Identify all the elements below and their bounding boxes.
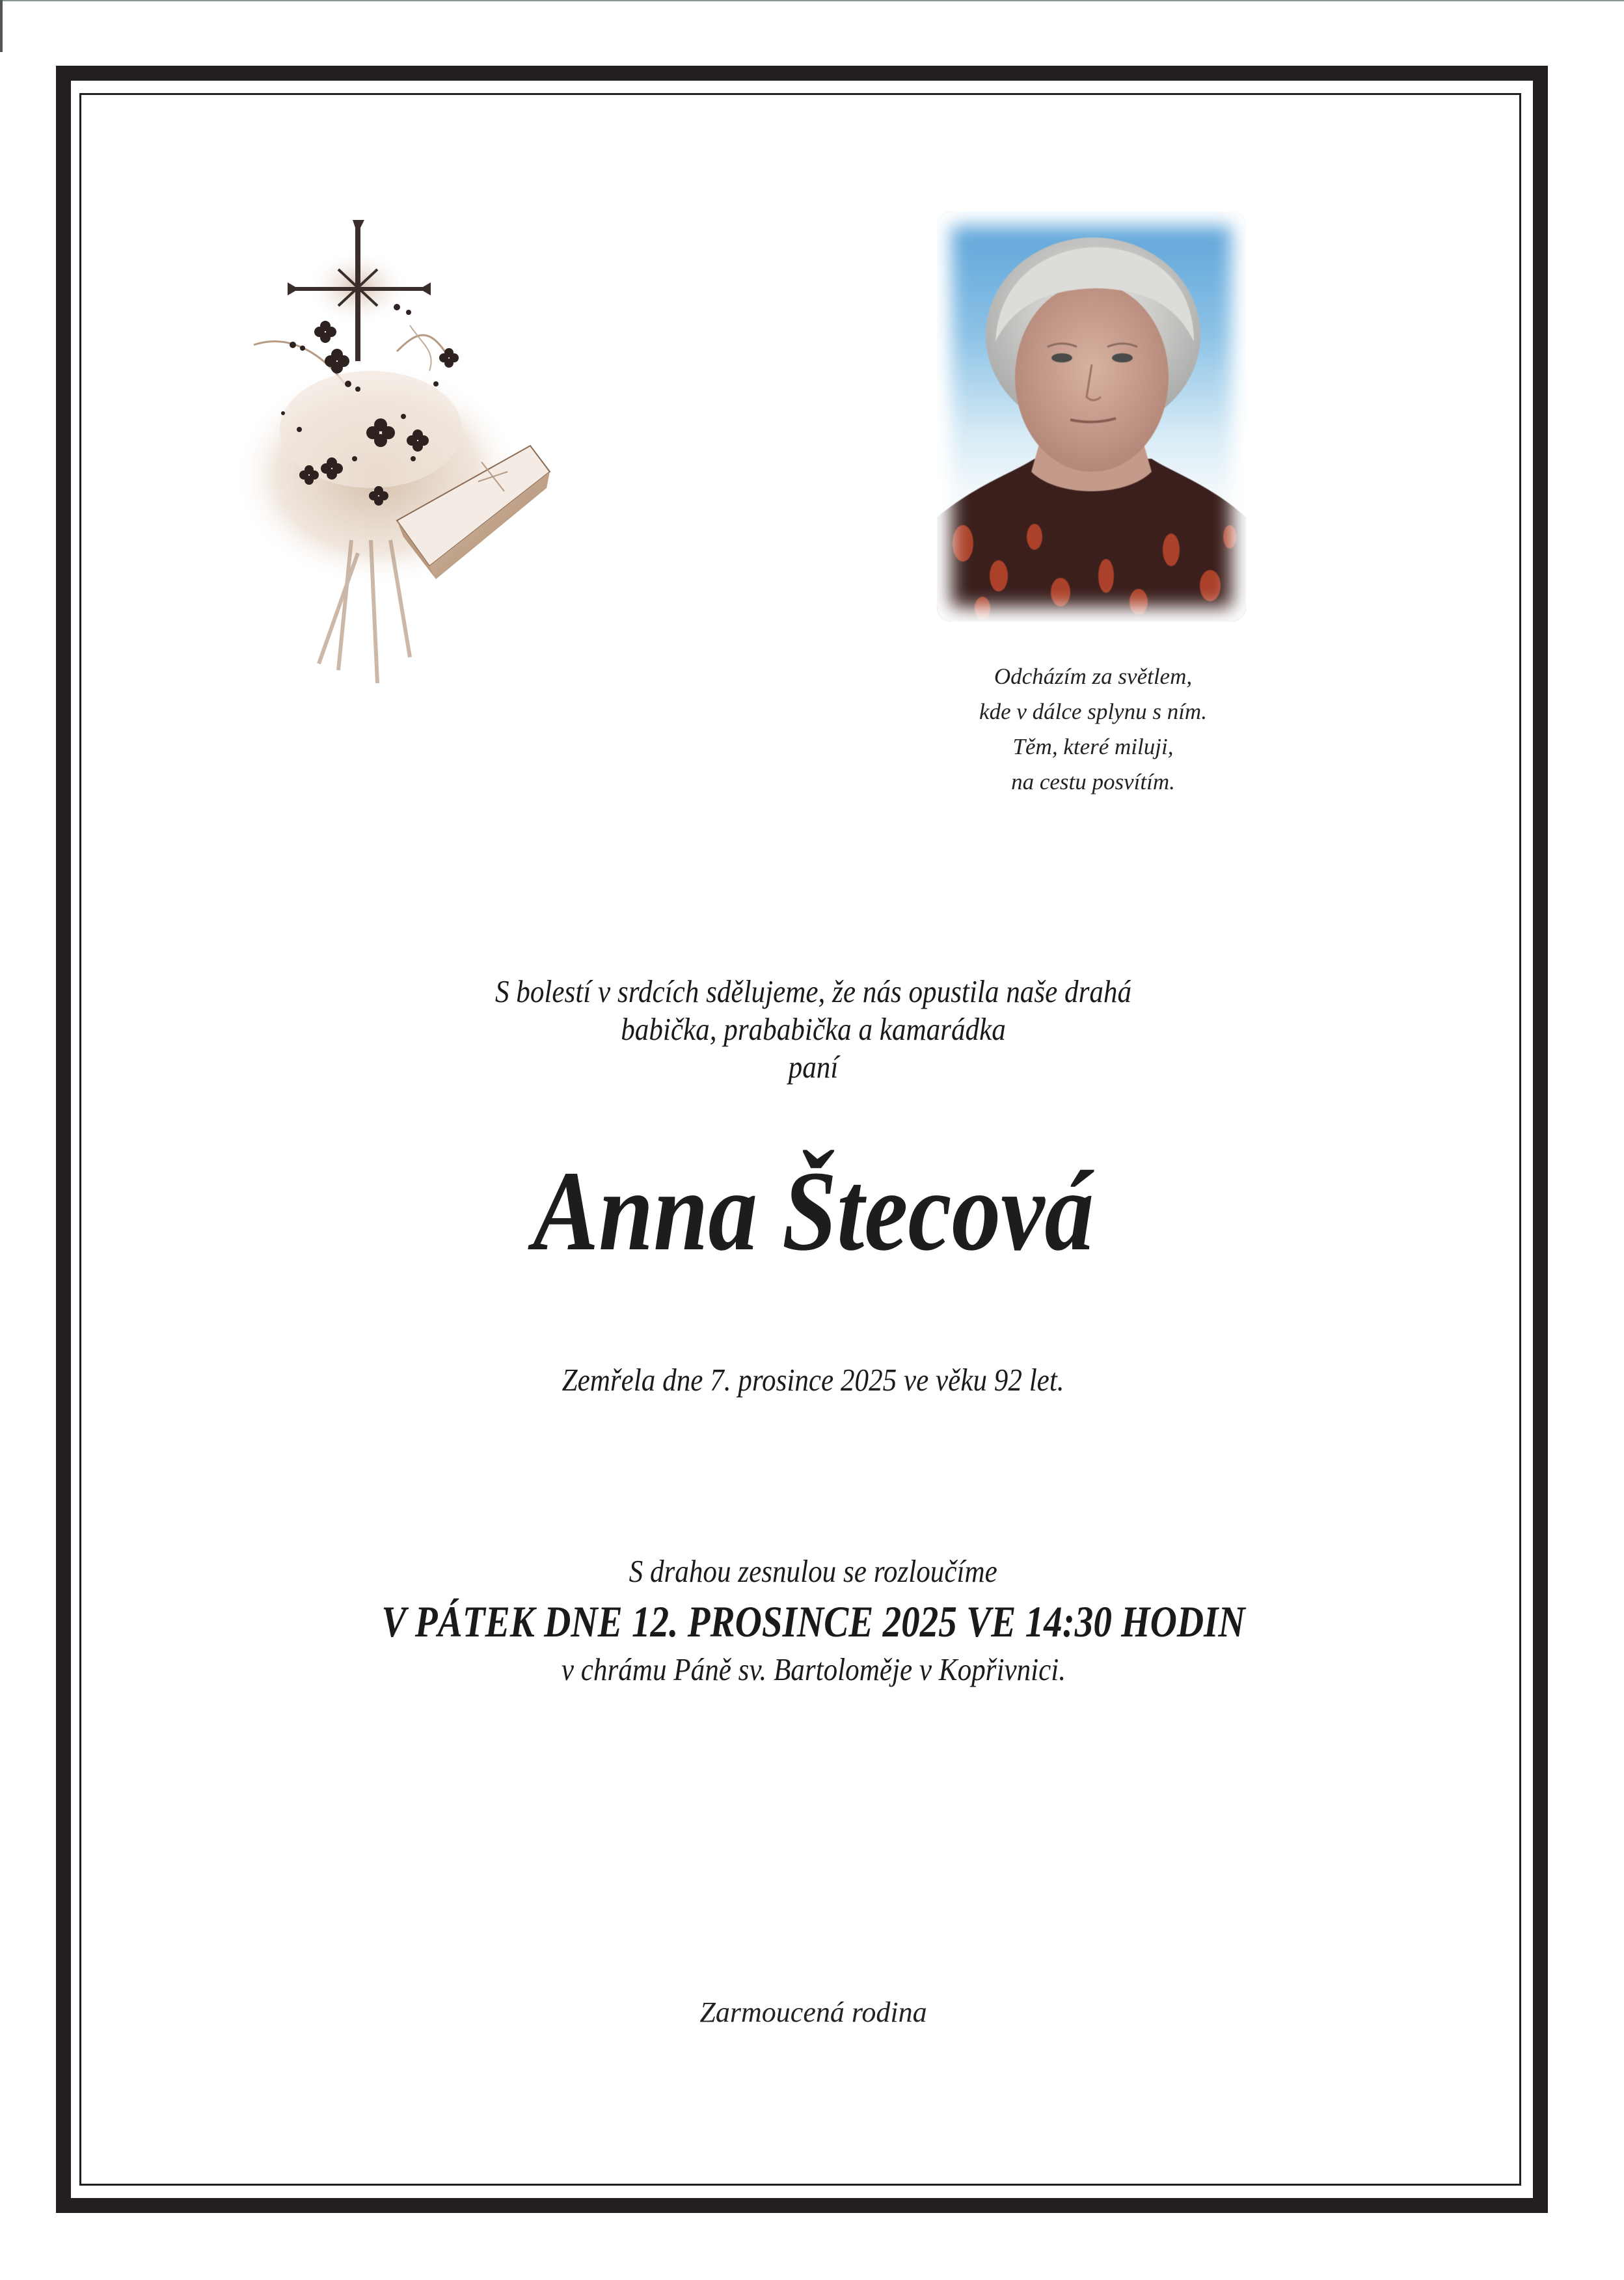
farewell-intro [260,1552,1366,1591]
scan-edge-left [0,0,3,52]
poem-line: na cestu posvítím. [1011,769,1175,794]
portrait-photo [937,211,1246,621]
farewell-place [260,1650,1366,1689]
farewell-place-text: v chrámu Páně sv. Bartoloměje v Kopřivnici. [561,1651,1066,1687]
death-info [260,1361,1366,1400]
poem-line: Těm, které miluji, [1012,734,1174,759]
farewell-datetime [195,1595,1431,1648]
farewell-intro-text: S drahou zesnulou se rozloučíme [629,1553,998,1589]
announcement-line: S bolestí v srdcích sdělujeme, že nás opustila naše drahá [494,973,1132,1009]
poem-line: kde v dálce splynu s ním. [979,699,1207,724]
deceased-name-text: Anna Štecová [533,1148,1094,1275]
death-info-text: Zemřela dne 7. prosince 2025 ve věku 92 let. [562,1362,1064,1398]
poem-line: Odcházím za světlem, [994,664,1193,689]
deceased-name [260,1147,1366,1277]
memorial-poem [911,659,1275,800]
cross-with-flowers-and-book-icon [241,215,566,748]
farewell-datetime-text: V PÁTEK DNE 12. PROSINCE 2025 VE 14:30 HODIN [381,1597,1245,1646]
announcement-line: paní [788,1049,839,1085]
announcement-line: babička, prababička a kamarádka [621,1011,1006,1047]
signature: Zarmoucená rodina [699,1996,927,2028]
scan-edge-top [0,0,1624,1]
announcement-text [260,973,1366,1086]
